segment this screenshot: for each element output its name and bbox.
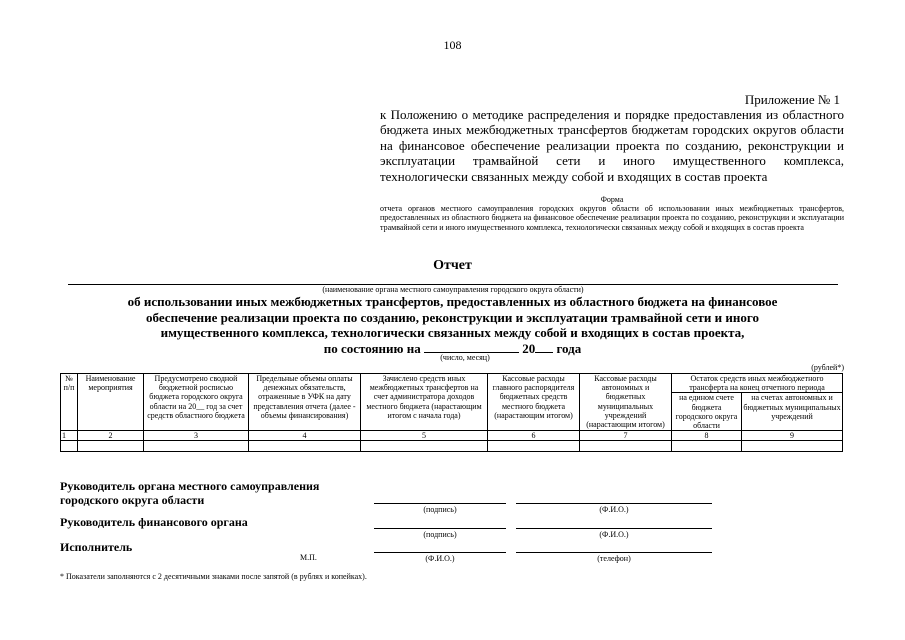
name-caption: (Ф.И.О.) (599, 505, 629, 514)
table-cell (361, 441, 488, 452)
column-number: 2 (78, 431, 144, 441)
column-number-row (61, 431, 843, 441)
form-label: Форма (600, 195, 624, 204)
name-line (516, 527, 712, 529)
report-subject-line-1: об использовании иных межбюджетных трансфертов, предоставленных из областного бюджета на финансовое (127, 294, 778, 309)
column-number: 6 (488, 431, 580, 441)
header-credited: Зачислено средств иных межбюджетных трансфертов на счет администратора доходов местного бюджета (нарастающим итогом с начала года) (361, 374, 488, 431)
column-number: 8 (672, 431, 742, 441)
org-name-caption: (наименование органа местного самоуправления городского округа области) (322, 285, 584, 294)
stamp-label: М.П. (300, 553, 317, 562)
appendix-title: Приложение № 1 (744, 92, 840, 107)
column-number: 5 (361, 431, 488, 441)
column-number: 4 (249, 431, 361, 441)
signature-line (374, 502, 506, 504)
column-number: 3 (144, 431, 249, 441)
report-subject-line-3: имущественного комплекса, технологически связанных между собой и входящих в состав проекта, (160, 325, 745, 340)
appendix-text: к Положению о методике распределения и порядке предоставления из областного бюджета иных межбюджетных трансфертов бюджетам городских округов области на финансовое обеспечение реализации проекта по созданию, реконструкции и эксплуатации трамвайной сети и иного имущественного комплекса, технологически связанных между собой и входящих в состав проекта (380, 107, 844, 184)
table-cell (742, 441, 843, 452)
year-blank (535, 342, 553, 353)
table-cell (144, 441, 249, 452)
column-number: 1 (61, 431, 78, 441)
table-cell (249, 441, 361, 452)
header-balance-single-account: на едином счете бюджета городского округа области (672, 393, 742, 431)
header-number: № п/п (61, 374, 78, 431)
date-suffix: года (556, 340, 582, 356)
footnote: * Показатели заполняются с 2 десятичными знаками после запятой (в рублях и копейках). (60, 572, 367, 581)
executor-name-line (374, 551, 506, 553)
signature-line (374, 527, 506, 529)
table-cell (78, 441, 144, 452)
report-title: Отчет (433, 258, 472, 273)
date-prefix: по состоянию на (323, 340, 421, 356)
header-balance-group: Остаток средств иных межбюджетного трансферта на конец отчетного периода (672, 374, 843, 393)
table-row (61, 441, 843, 452)
head-of-finance-label: Руководитель финансового органа (60, 515, 248, 529)
page-number: 108 (443, 38, 462, 52)
name-line (516, 502, 712, 504)
table-cell (488, 441, 580, 452)
executor-name-caption: (Ф.И.О.) (425, 554, 455, 563)
table-cell (61, 441, 78, 452)
header-main-expenses: Кассовые расходы главного распорядителя бюджетных средств местного бюджета (нарастающим итогом) (488, 374, 580, 431)
name-caption: (Ф.И.О.) (599, 530, 629, 539)
report-table (60, 373, 843, 452)
report-subject (80, 294, 825, 356)
date-blank (424, 342, 519, 353)
signature-caption: (подпись) (423, 530, 457, 539)
header-payment-limits: Предельные объемы оплаты денежных обязательств, отраженные в УФК на дату представления отчета (далее - объемы финансирования) (249, 374, 361, 431)
report-subject-line-2: обеспечение реализации проекта по созданию, реконструкции и эксплуатации трамвайной сети и иного (146, 309, 759, 325)
header-planned: Предусмотрено сводной бюджетной росписью бюджета городского округа области на 20__ год за счет средств областного бюджета (144, 374, 249, 431)
phone-line (516, 551, 712, 553)
header-institution-expenses: Кассовые расходы автономных и бюджетных муниципальных учреждений (нарастающим итогом) (580, 374, 672, 431)
signature-caption: (подпись) (423, 505, 457, 514)
column-number: 7 (580, 431, 672, 441)
date-caption: (число, месяц) (440, 353, 490, 362)
header-activity: Наименование мероприятия (78, 374, 144, 431)
currency-note: (рублей*) (811, 363, 844, 372)
form-description: отчета органов местного самоуправления городских округов области об использовании иных межбюджетных трансфертов, предоставленных из областного бюджета на финансовое обеспечение реализации проекта по созданию, реконструкции и эксплуатации трамвайной сети и иного имущественного комплекса, технологически связанных между собой и входящих в состав проекта (380, 204, 844, 232)
executor-label: Исполнитель (60, 540, 133, 554)
table-cell (672, 441, 742, 452)
header-balance-institutions: на счетах автономных и бюджетных муниципальных учреждений (742, 393, 843, 431)
table-cell (580, 441, 672, 452)
head-of-municipality-label: Руководитель органа местного самоуправления городского округа области (60, 479, 320, 507)
date-year: 20 (522, 340, 536, 356)
phone-caption: (телефон) (597, 554, 631, 563)
column-number: 9 (742, 431, 843, 441)
